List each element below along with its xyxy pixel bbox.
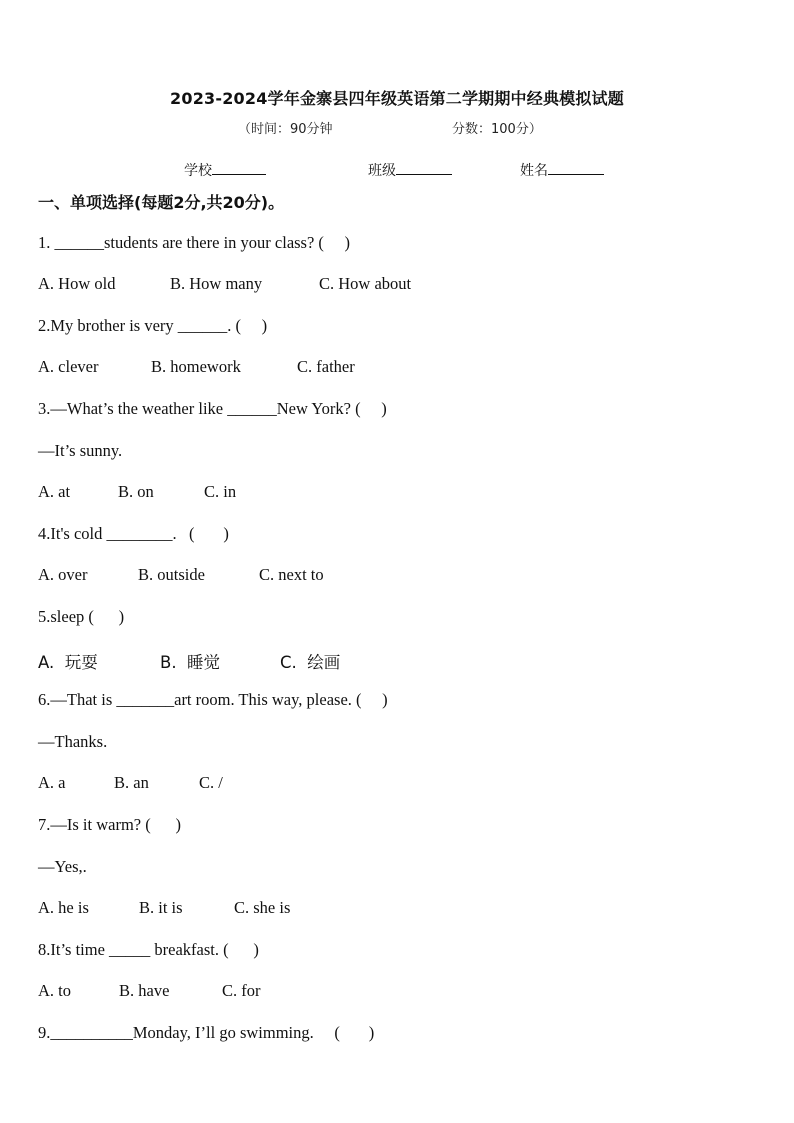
question-8-stem: 8.It’s time _____ breakfast. ( ): [38, 940, 259, 959]
question-8-option-c[interactable]: C. for: [222, 981, 261, 1000]
question-5-option-c[interactable]: C. 绘画: [280, 653, 341, 672]
question-4-option-a[interactable]: A. over: [38, 565, 88, 584]
question-2-stem: 2.My brother is very ______. ( ): [38, 316, 268, 335]
school-label: 学校: [184, 163, 212, 179]
section-heading: 一、单项选择(每题2分,共20分)。: [38, 193, 285, 212]
question-7-reply: —Yes,.: [38, 857, 87, 876]
question-6-option-c[interactable]: C. /: [199, 773, 223, 792]
page-title: 2023-2024学年金寨县四年级英语第二学期期中经典模拟试题: [170, 89, 624, 108]
question-4-option-b[interactable]: B. outside: [138, 565, 205, 584]
question-3-option-b[interactable]: B. on: [118, 482, 154, 501]
question-1-option-c[interactable]: C. How about: [319, 274, 412, 293]
name-field[interactable]: [520, 160, 604, 180]
class-label: 班级: [368, 163, 396, 179]
question-2-option-c[interactable]: C. father: [297, 357, 355, 376]
name-blank[interactable]: [548, 160, 604, 175]
question-7-option-c[interactable]: C. she is: [234, 898, 291, 917]
question-6-stem: 6.—That is _______art room. This way, please. ( ): [38, 690, 388, 709]
question-9-stem: 9.__________Monday, I’ll go swimming. ( ): [38, 1023, 375, 1042]
question-3-stem: 3.—What’s the weather like ______New York? ( ): [38, 399, 387, 418]
question-6-option-b[interactable]: B. an: [114, 773, 149, 792]
question-6-reply: —Thanks.: [38, 732, 108, 751]
question-8-option-a[interactable]: A. to: [38, 981, 71, 1000]
exam-time: （时间：90分钟: [238, 122, 333, 137]
class-blank[interactable]: [396, 160, 452, 175]
class-field[interactable]: [368, 160, 452, 180]
question-5-option-a[interactable]: A. 玩耍: [38, 653, 98, 672]
question-3-option-c[interactable]: C. in: [204, 482, 237, 501]
school-blank[interactable]: [212, 160, 266, 175]
question-1-stem: 1. ______students are there in your class? ( ): [38, 233, 351, 252]
question-1-option-a[interactable]: A. How old: [38, 274, 116, 293]
question-6-option-a[interactable]: A. a: [38, 773, 66, 792]
exam-score: 分数：100分）: [452, 122, 542, 137]
question-4-option-c[interactable]: C. next to: [259, 565, 324, 584]
question-2-option-b[interactable]: B. homework: [151, 357, 241, 376]
question-3-reply: —It’s sunny.: [38, 441, 123, 460]
question-1-option-b[interactable]: B. How many: [170, 274, 263, 293]
question-5-stem: 5.sleep ( ): [38, 607, 125, 626]
question-7-option-b[interactable]: B. it is: [139, 898, 183, 917]
question-3-option-a[interactable]: A. at: [38, 482, 71, 501]
question-7-stem: 7.—Is it warm? ( ): [38, 815, 181, 834]
question-4-stem: 4.It's cold ________. ( ): [38, 524, 229, 543]
question-2-option-a[interactable]: A. clever: [38, 357, 99, 376]
question-8-option-b[interactable]: B. have: [119, 981, 170, 1000]
question-5-option-b[interactable]: B. 睡觉: [160, 653, 221, 672]
name-label: 姓名: [520, 163, 548, 179]
question-7-option-a[interactable]: A. he is: [38, 898, 89, 917]
school-field[interactable]: [184, 160, 266, 180]
